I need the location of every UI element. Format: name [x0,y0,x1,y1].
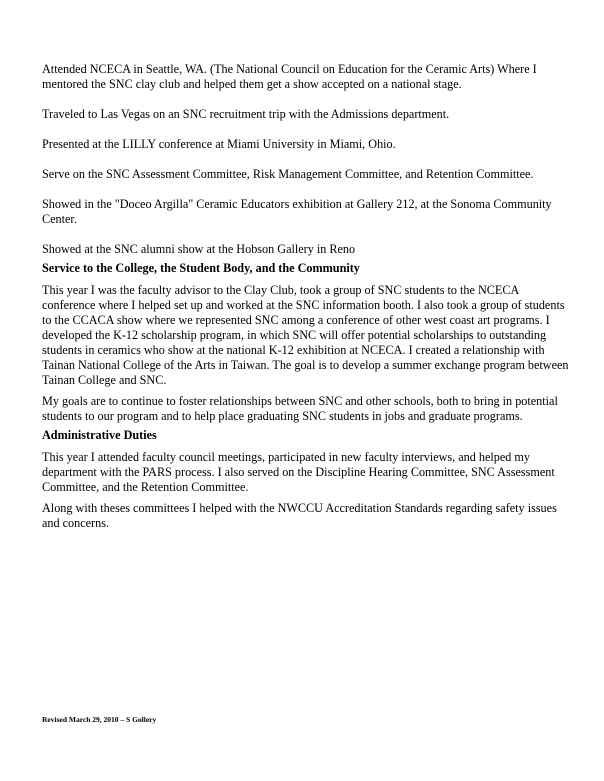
activity-committees: Serve on the SNC Assessment Committee, Risk Management Committee, and Retention Committee. [42,167,534,181]
service-heading: Service to the College, the Student Body, and the Community [42,261,360,275]
activity-nceca: Attended NCECA in Seattle, WA. (The National Council on Education for the Ceramic Arts) Where I mentored the SNC clay club and helped them get a show accepted on a national stage. [42,62,537,91]
admin-heading: Administrative Duties [42,428,157,442]
activity-lilly: Presented at the LILLY conference at Miami University in Miami, Ohio. [42,137,396,151]
admin-paragraph-2: Along with theses committees I helped with the NWCCU Accreditation Standards regarding safety issues and concerns. [42,501,557,530]
activity-las-vegas: Traveled to Las Vegas on an SNC recruitment trip with the Admissions department. [42,107,450,121]
activity-doceo-argilla: Showed in the "Doceo Argilla" Ceramic Educators exhibition at Gallery 212, at the Sonoma Community Center. [42,197,552,226]
revision-footer: Revised March 29, 2010 – S Gollery [42,715,157,724]
document-page [42,62,570,531]
activity-alumni-show: Showed at the SNC alumni show at the Hobson Gallery in Reno [42,242,356,256]
service-paragraph-2: My goals are to continue to foster relationships between SNC and other schools, both to bring in potential students to our program and to help place graduating SNC students in jobs and graduate programs. [42,394,558,423]
service-paragraph-1: This year I was the faculty advisor to the Clay Club, took a group of SNC students to the NCECA conference where I helped set up and worked at the SNC information booth. I also took a group of students to the CCACA show where we represented SNC among a conference of other west coast art programs. I developed the K-12 scholarship program, in which SNC will offer potential scholarships to outstanding students in ceramics who show at the national K-12 exhibition at NCECA. I created a relationship with Tainan National College of the Arts in Taiwan. The goal is to develop a summer exchange program between Tainan College and SNC. [42,283,569,387]
admin-paragraph-1: This year I attended faculty council meetings, participated in new faculty interviews, and helped my department with the PARS process. I also served on the Discipline Hearing Committee, SNC Assessment Committee, and the Retention Committee. [42,450,555,494]
